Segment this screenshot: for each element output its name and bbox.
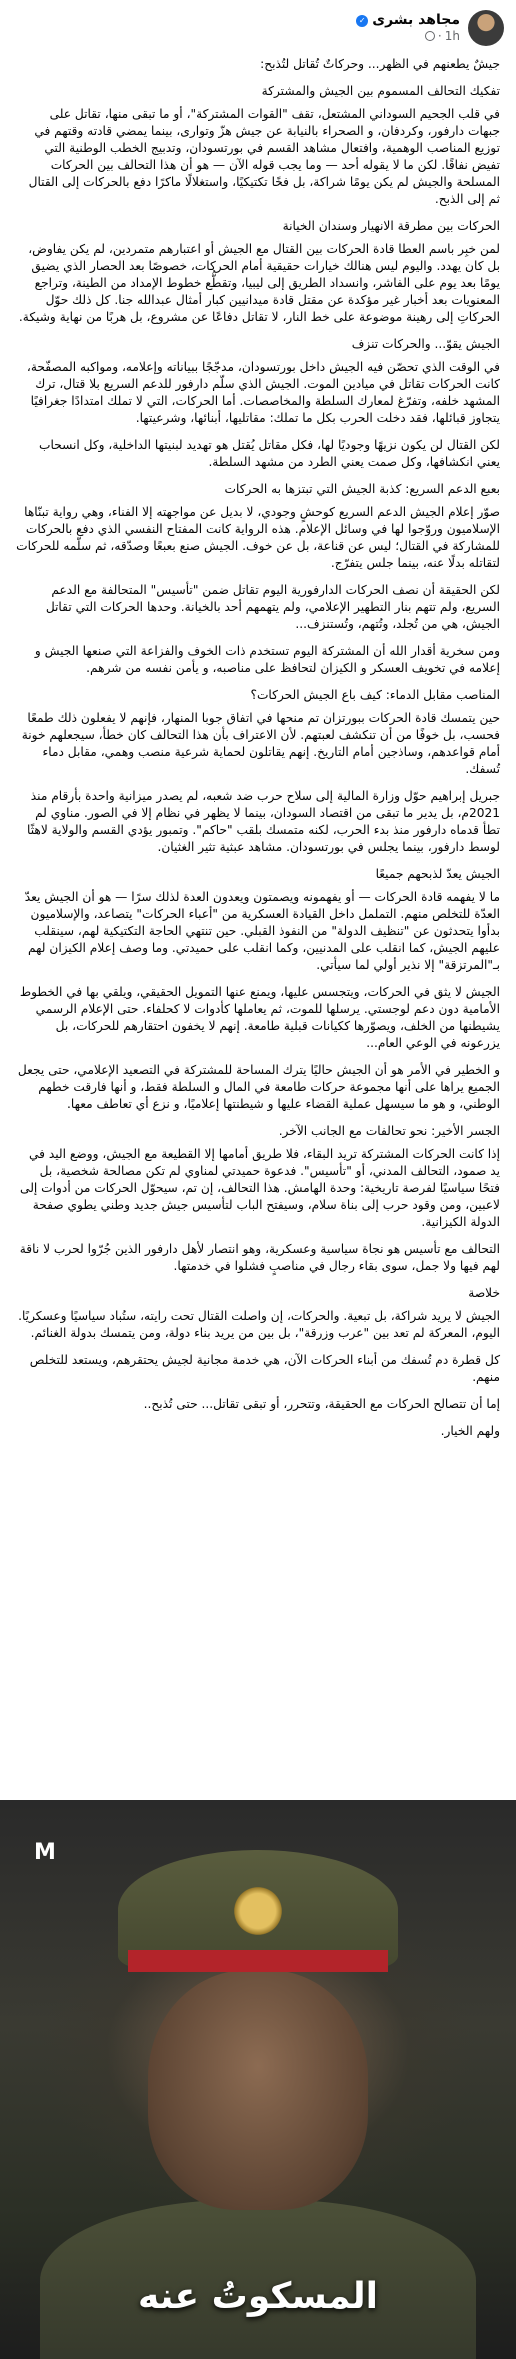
post-body xyxy=(0,56,516,1798)
post-image[interactable] xyxy=(0,1800,516,2359)
post-paragraph: في الوقت الذي تحصّن فيه الجيش داخل بورتسودان، مدجّجًا ببياناته وإعلامه، ومواكبه المصفّحة، كانت الحركات تقاتل في ميادين الموت. الجيش الذي سلّم دارفور للدعم السريع بلا قتال، ترك المشهد خلفه، وتفرّغ لمعارك السلطة والمخاصصات. أما الحركات، التي لا تملك امتدادًا جغرافيًا يتجاوز قبائلها، فقد دخلت الحرب بكل ما تملك: مقاتليها، أبنائها، وشرعيتها. xyxy=(26,360,500,425)
post-meta xyxy=(356,29,460,43)
post-section-heading: الجيش يعدّ لذبحهم جميعًا xyxy=(375,867,500,881)
post-section-heading: الحركات بين مطرقة الانهيار وسندان الخيانة xyxy=(282,219,500,233)
face-shape xyxy=(148,1970,368,2210)
post-header xyxy=(0,0,516,56)
post-paragraph: لكن الحقيقة أن نصف الحركات الدارفورية اليوم تقاتل ضمن "تأسيس" المتحالفة مع الدعم السريع، ولم تتهم بنار التطهير الإعلامي، ولم يتهمهم أحد بالخيانة. وحدها الحركات التي تقاتل الجيش، هي من تُجلد، وتُتهم، وتُستنزف... xyxy=(45,583,500,631)
post-paragraph: جيشٌ يطعنهم في الظهر... وحركاتٌ تُقاتل لتُذبح: xyxy=(260,57,500,71)
post-paragraph: لمن خبِر باسم العطا قادة الحركات بين القتال مع الجيش أو اعتبارهم متمردين، لم يكن يفاوض، بل كان يهدد. واليوم ليس هنالك خيارات حقيقية أمام الحركات، خصوصًا بعد الحصار الذي يضيق يومًا بعد يوم على الفاشر، وانسداد الطريق إلى ليبيا، وتقطُّع خطوط الإمداد من الطينة، وتراجع المعنويات بعد أخبار غير مؤكدة عن مقتل قادة ميدانيين كبار أمثال عبدالله جنا. كل ذلك حوّل الحركاتِ إلى رهينة موضوعة على خط النار، لا تقاتل دفاعًا عن مشروع، بل هربًا من نهاية وشيكة. xyxy=(18,242,500,324)
post-paragraph: الجيش لا يثق في الحركات، ويتجسس عليها، ويمنع عنها التمويل الحقيقي، ويلقي بها في الخطوط الأمامية دون دعم لوجستي. يرسلها للموت، ثم يعاملها كأدوات لا كحلفاء. حتى الإعلام الرسمي يشيطنها من الخلف، ويصوّرها ككيانات قبلية طامعة. إنهم لا يخفون احتقارهم للحركات، بل يزرعونه في الوعي العام... xyxy=(19,985,500,1050)
post-paragraph: صوّر إعلام الجيش الدعم السريع كوحشٍ وجودي، لا بديل عن مواجهته إلا الفناء، وهي رواية تبنّاها الإسلاميون وروّجوا لها في وسائل الإعلام. هذه الرواية كانت المفتاح النفسي الذي دفع بالحركات للمشاركة في القتال؛ ليس عن قناعة، بل عن خوف. الجيش صنع بعبعًا وصدّقه، ثم سلّمه للحركات لتقاتله بدلًا عنه، بينما جلس يتفرّج. xyxy=(16,505,500,570)
post-paragraph: إذا كانت الحركات المشتركة تريد البقاء، فلا طريق أمامها إلا القطيعة مع الجيش، ووضع اليد في يد صمود، التحالف المدني، أو "تأسيس". فدعوة حميدتي لمناوي لم تكن مصالحة شخصية، بل فتحًا سياسيًا لفرصة تاريخية: وحدة الهامش. هذا التحالف، إن تم، سيحوّل الحركات من أدوات إلى لاعبين، ومن وقود حرب إلى بناة سلام، وسيفتح الباب لتأسيس جيش جديد وطني يطوي صفحة الدولة الكيزانية. xyxy=(20,1147,500,1229)
post-section-heading: خلاصة xyxy=(468,1286,500,1300)
globe-icon xyxy=(425,31,435,41)
verified-badge-icon: ✓ xyxy=(356,15,368,27)
post-section-heading: المناصب مقابل الدماء: كيف باع الجيش الحركات؟ xyxy=(250,688,500,702)
post-paragraph: جبريل إبراهيم حوّل وزارة المالية إلى سلاح حرب ضد شعبه، لم يصدر ميزانية واحدة بأرقام منذ 2021م، بل يدير ما تبقى من اقتصاد السودان، بينما لا يظهر في نظام إلا في الصور. مناوي لم تطأ قدماه دارفور منذ بدء الحرب، لكنه متمسك بلقب "حاكم". وتمبور يؤدي القسم والولاية لاهثًا لوسط دارفور، بينما يجلس في بورتسودان. مشاهد عبثية تثير الغثيان. xyxy=(27,789,500,854)
cap-badge-icon xyxy=(232,1882,284,1940)
post-paragraph: لكن القتال لن يكون نزيهًا وجوديًا لها، فكل مقاتل يُقتل هو تهديد لبنيتها الداخلية، وكل انسحاب يعني انكشافها، وكل صمت يعني الطرد من مشهد السلطة. xyxy=(39,438,500,469)
post-paragraph: التحالف مع تأسيس هو نجاة سياسية وعسكرية، وهو انتصار لأهل دارفور الذين جُرّوا لحرب لا ناقة لهم فيها ولا جمل، سوى بقاء رجال في مناصبٍ فشلوا في خدمتها. xyxy=(19,1242,500,1273)
post-section-heading: تفكيك التحالف المسموم بين الجيش والمشتركة xyxy=(261,84,500,98)
post-paragraph: حين يتمسك قادة الحركات ببورتزان تم منحها في اتفاق جوبا المنهار، فإنهم لا يفعلون ذلك طمعًا فحسب، بل خوفًا من أن تنكشف لعبتهم. لأن الاعتراف بأن هذا التحالف كان خطأ، سيجعلهم خونة أمام قواعدهم، وساذجين أمام التاريخ. إنهم يقاتلون لحماية شرعية منصب وهمي، مقابل دماء تُسفك. xyxy=(21,711,500,776)
author-avatar[interactable] xyxy=(468,10,504,46)
post-paragraph: و الخطير في الأمر هو أن الجيش حاليًا يترك المساحة للمشتركة في التصعيد الإعلامي، حتى يجعل الجميع يراها على أنها مجموعة حركات طامعة في المال و السلطة فقط، و أنها فارقت خطهم الوطني، و هو ما سيسهل عملية القضاء عليها و شيطنتها إعلاميًا، و نزع أي تعاطف معها. xyxy=(17,1063,500,1111)
post-paragraph: إما أن تتصالح الحركات مع الحقيقة، وتتحرر، أو تبقى تقاتل... حتى تُذبح.. xyxy=(143,1397,500,1411)
post-time[interactable]: 1h xyxy=(444,29,460,44)
post-paragraph: ولهم الخيار. xyxy=(440,1424,500,1438)
post-section-heading: الجيش يقوّ... والحركات تنزف xyxy=(351,337,500,351)
logo-mark: M xyxy=(34,1840,58,1865)
post-section-heading: بعبع الدعم السريع: كذبة الجيش التي تبتزها به الحركات xyxy=(224,482,500,496)
author-row xyxy=(356,12,460,29)
post-paragraph: الجيش لا يريد شراكة، بل تبعية. والحركات، إن واصلت القتال تحت رايته، ستُباد سياسيًا وعسكريًا. اليوم، المعركة لم تعد بين "عرب وزرقة"، بل بين من يريد بناء دولة، ومن يتمسك بدولة الغنائم. xyxy=(18,1309,500,1340)
image-caption: المسكوتُ عنه xyxy=(138,2276,378,2317)
author-block xyxy=(356,12,460,43)
post-section-heading: الجسر الأخير: نحو تحالفات مع الجانب الآخر. xyxy=(278,1124,500,1138)
post-paragraph: ومن سخرية أقدار الله أن المشتركة اليوم تستخدم ذات الخوف والفزاعة التي صنعها الجيش و إعلامه في تخويف العسكر و الكيزان لتحافظ على مناصبه، و يأمن نفسه من شرهم. xyxy=(34,644,500,675)
post-paragraph: في قلب الجحيم السوداني المشتعل، تقف "القوات المشتركة"، أو ما تبقى منها، تقاتل على جبهات دارفور، وكردفان، و الصحراء بالنيابة عن جيش هزّ وتوارى، بينما يمضي قادته وقتهم في توزيع المناصب الوهمية، وافتعال مشاهد القسم في بورتسودان، وتدبيج الخطب الوطنية التي تفيض نفاقًا. لكن ما لا يقوله أحد — وما يجب قوله الآن — هو أن هذا التحالف بين الحركات المسلحة والجيش لم يكن يومًا شراكة، بل فخًا تكتيكيًا، واستغلالًا ماكرًا دفع بالحركات إلى القتال ثم إلى الذبح. xyxy=(28,107,500,206)
author-name[interactable]: مجاهد بشرى xyxy=(372,12,460,29)
post-paragraph: كل قطرة دم تُسفك من أبناء الحركات الآن، هي خدمة مجانية لجيش يحتقرهم، ويستعد للتخلص منهم. xyxy=(29,1353,500,1384)
post-paragraph: ما لا يفهمه قادة الحركات — أو يفهمونه ويصمتون ويعدون العدة لذلك سرًا — هو أن الجيش يعدّ العدّة للتخلص منهم. التململ داخل القيادة العسكرية من "أعباء الحركات" يتصاعد، والإسلاميون بدأوا يتحدثون عن "تنظيف الدولة" من النفوذ القبلي. حين تنتهي الحاجة التكتيكية لهم، سينقلب عليهم الجيش، كما انقلب على المدنيين، وكما انقلب على حميدتي. وما وصف إعلام الكيزان لهم بـ"المرتزقة" إلا نذير أولي لما سيأتي. xyxy=(24,890,500,972)
cap-band xyxy=(128,1950,388,1972)
meta-separator: · xyxy=(437,29,442,44)
